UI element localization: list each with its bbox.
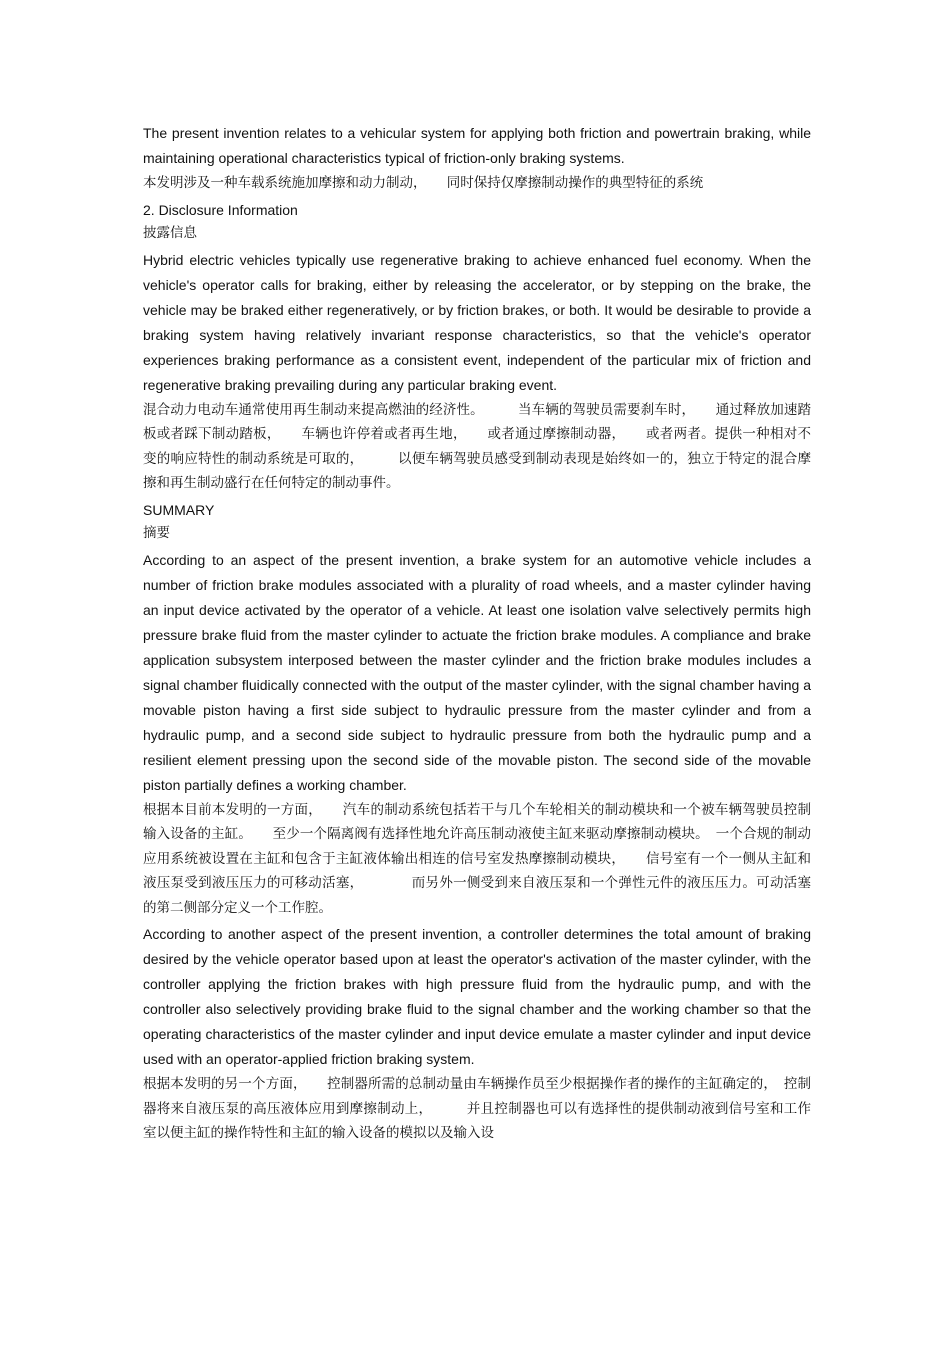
disclosure-paragraph-zh: 混合动力电动车通常使用再生制动来提高燃油的经济性。 当车辆的驾驶员需要刹车时， 通过释放加速踏板或者踩下制动踏板， 车辆也许停着或者再生地， 或者通过摩擦制动器， 或者两者。提供一种相对不变的响应特性的制动系统是可取的， 以便车辆驾驶员感受到制动表现是始终如一的，独立于特定的混合摩擦和再生制动盛行在任何特定的制动事件。 bbox=[143, 401, 811, 491]
intro-paragraph-en: The present invention relates to a vehicular system for applying both friction and powertrain braking, while maintaining operational characteristics typical of friction-only braking systems. bbox=[143, 125, 811, 166]
intro-paragraph-zh: 本发明涉及一种车载系统施加摩擦和动力制动， 同时保持仅摩擦制动操作的典型特征的系统 bbox=[143, 175, 704, 191]
document-page bbox=[143, 121, 811, 1148]
disclosure-heading-zh: 披露信息 bbox=[143, 224, 197, 241]
summary-heading-zh: 摘要 bbox=[143, 524, 170, 541]
summary-paragraph-1-en: According to an aspect of the present invention, a brake system for an automotive vehicle includes a number of friction brake modules associated with a plurality of road wheels, and a master cylinder having an input device activated by the operator of a vehicle. At least one isolation valve selectively permits high pressure brake fluid from the master cylinder to actuate the friction brake modules. A compliance and brake application subsystem interposed between the master cylinder and the friction brake modules includes a signal chamber fluidically connected with the output of the master cylinder, with the signal chamber having a movable piston having a first side subject to hydraulic pressure from the master cylinder and from a hydraulic pump, and a second side subject to hydraulic pressure from both the hydraulic pump and a resilient element pressing upon the second side of the movable piston. The second side of the movable piston partially defines a working chamber. bbox=[143, 551, 811, 793]
summary-paragraph-2-en: According to another aspect of the present invention, a controller determines the total amount of braking desired by the vehicle operator based upon at least the operator's activation of the master cylinder, with the controller applying the friction brakes with high pressure fluid from the hydraulic pump, and with the controller also selectively providing brake fluid to the signal chamber and the working chamber so that the operating characteristics of the master cylinder and input device emulate a master cylinder and input device used with an operator-applied friction braking system. bbox=[143, 926, 811, 1067]
disclosure-paragraph-en: Hybrid electric vehicles typically use regenerative braking to achieve enhanced fuel economy. When the vehicle's operator calls for braking, either by releasing the accelerator, or by stepping on the brake, the vehicle may be braked either regeneratively, or by friction brakes, or both. It would be desirable to provide a braking system having relatively invariant response characteristics, so that the vehicle's operator experiences braking performance as a consistent event, independent of the particular mix of friction and regenerative braking prevailing during any particular braking event. bbox=[143, 251, 811, 393]
disclosure-heading-en: 2. Disclosure Information bbox=[143, 201, 298, 218]
summary-heading-en: SUMMARY bbox=[143, 501, 215, 518]
summary-paragraph-1-zh: 根据本目前本发明的一方面， 汽车的制动系统包括若干与几个车轮相关的制动模块和一个被车辆驾驶员控制输入设备的主缸。 至少一个隔离阀有选择性地允许高压制动液使主缸来驱动摩擦制动模块。 一个合规的制动应用系统被设置在主缸和包含于主缸液体输出相连的信号室发热摩擦制动模块， 信号室有一个一侧从主缸和液压泵受到液压压力的可移动活塞， 而另外一侧受到来自液压泵和一个弹性元件的液压压力。可动活塞的第二侧部分定义一个工作腔。 bbox=[143, 801, 811, 916]
summary-paragraph-2-zh: 根据本发明的另一个方面， 控制器所需的总制动量由车辆操作员至少根据操作者的操作的主缸确定的， 控制器将来自液压泵的高压液体应用到摩擦制动上， 并且控制器也可以有选择性的提供制动液到信号室和工作室以便主缸的操作特性和主缸的输入设备的模拟以及输入设 bbox=[143, 1076, 811, 1141]
